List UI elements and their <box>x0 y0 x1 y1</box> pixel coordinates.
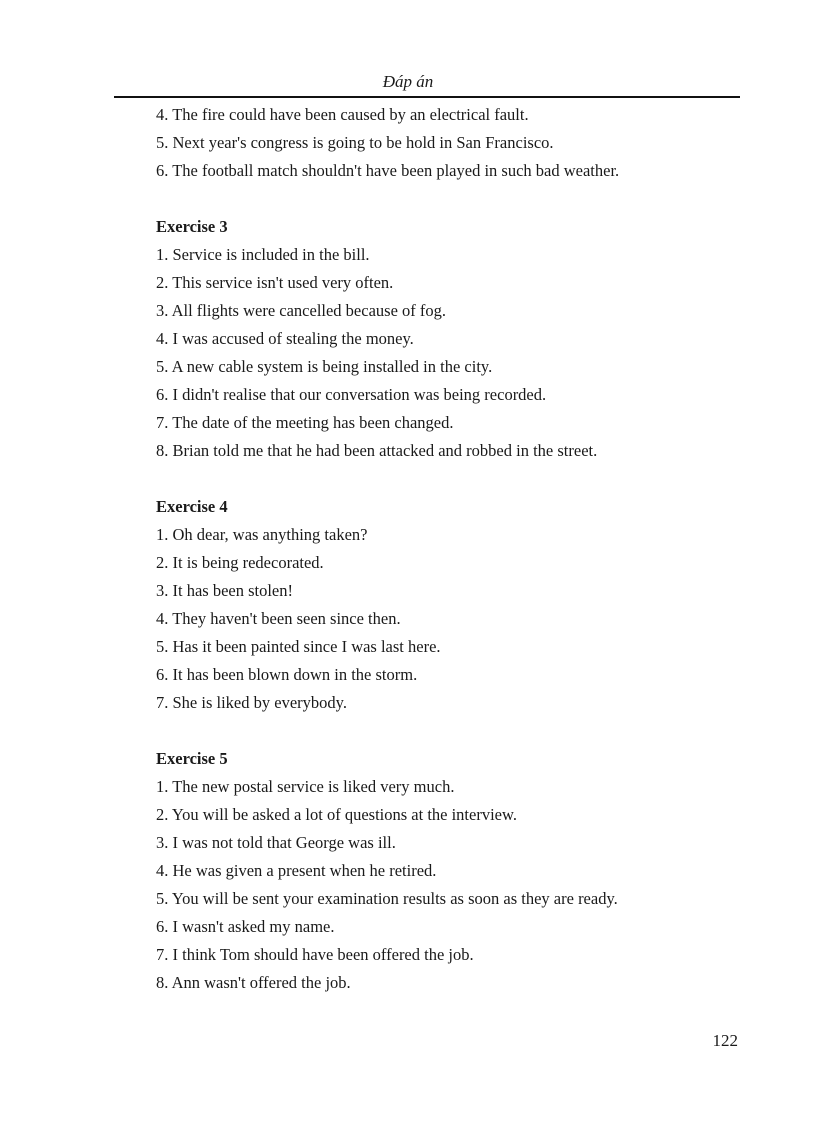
page-header-title: Đáp án <box>382 72 434 91</box>
exercise-3-heading: Exercise 3 <box>156 217 228 236</box>
answer-line: 7. She is liked by everybody. <box>156 693 347 712</box>
answer-line: 8. Ann wasn't offered the job. <box>156 973 351 992</box>
answer-line: 7. The date of the meeting has been changed. <box>156 413 454 432</box>
section-spacer <box>156 465 736 493</box>
answer-line: 6. It has been blown down in the storm. <box>156 665 418 684</box>
answer-line: 6. I wasn't asked my name. <box>156 917 335 936</box>
answer-line: 2. This service isn't used very often. <box>156 273 394 292</box>
answer-line: 4. The fire could have been caused by an electrical fault. <box>156 105 529 124</box>
section-spacer <box>156 185 736 213</box>
answer-line: 8. Brian told me that he had been attacked and robbed in the street. <box>156 441 598 460</box>
exercise-3-section <box>156 213 736 465</box>
answer-line: 2. You will be asked a lot of questions at the interview. <box>156 805 517 824</box>
page-number: 122 <box>712 1031 738 1050</box>
answer-content <box>156 101 736 997</box>
answer-line: 5. Next year's congress is going to be hold in San Francisco. <box>156 133 554 152</box>
section-spacer <box>156 717 736 745</box>
answer-line: 6. I didn't realise that our conversation was being recorded. <box>156 385 547 404</box>
continued-answers <box>156 101 736 185</box>
answer-line: 1. The new postal service is liked very much. <box>156 777 455 796</box>
answer-line: 3. I was not told that George was ill. <box>156 833 396 852</box>
exercise-5-section <box>156 745 736 997</box>
answer-line: 2. It is being redecorated. <box>156 553 324 572</box>
answer-line: 4. I was accused of stealing the money. <box>156 329 414 348</box>
answer-line: 1. Service is included in the bill. <box>156 245 370 264</box>
answer-line: 5. A new cable system is being installed in the city. <box>156 357 493 376</box>
answer-line: 3. All flights were cancelled because of fog. <box>156 301 447 320</box>
answer-line: 4. He was given a present when he retired. <box>156 861 437 880</box>
exercise-5-heading: Exercise 5 <box>156 749 228 768</box>
answer-line: 3. It has been stolen! <box>156 581 294 600</box>
answer-line: 5. Has it been painted since I was last here. <box>156 637 441 656</box>
answer-line: 5. You will be sent your examination results as soon as they are ready. <box>156 889 618 908</box>
exercise-4-section <box>156 493 736 717</box>
answer-line: 7. I think Tom should have been offered the job. <box>156 945 474 964</box>
header-divider <box>114 96 740 98</box>
answer-line: 4. They haven't been seen since then. <box>156 609 401 628</box>
exercise-4-heading: Exercise 4 <box>156 497 228 516</box>
answer-line: 1. Oh dear, was anything taken? <box>156 525 368 544</box>
answer-line: 6. The football match shouldn't have been played in such bad weather. <box>156 161 620 180</box>
